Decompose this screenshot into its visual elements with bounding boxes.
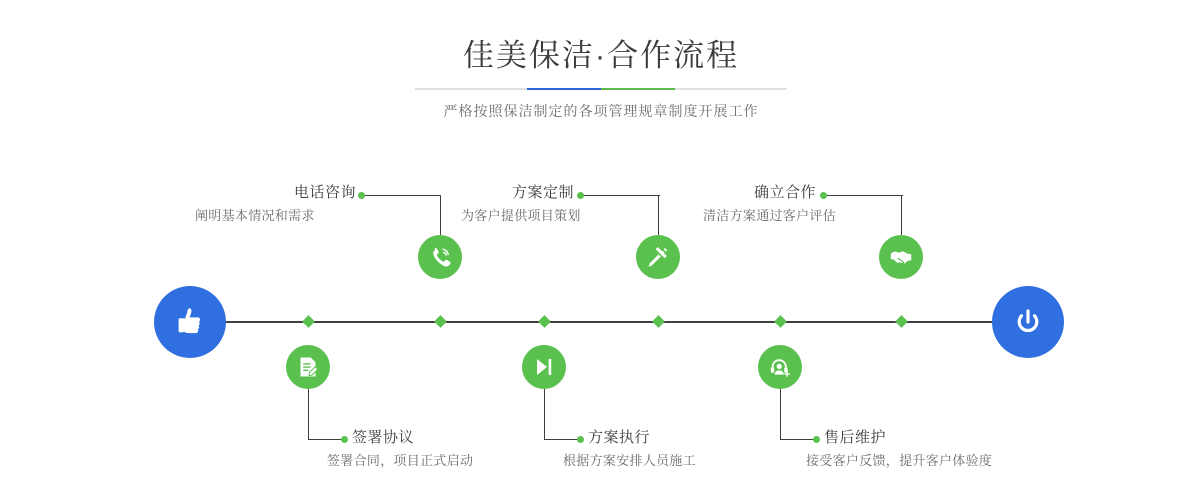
connector-dot-4 bbox=[577, 436, 584, 443]
step-desc-5: 清洁方案通过客户评估 bbox=[703, 208, 837, 223]
step-title-2: 签署协议 bbox=[352, 429, 415, 446]
step-label-2 bbox=[327, 428, 474, 471]
connector-dot-2 bbox=[341, 436, 348, 443]
connector-dot-3 bbox=[577, 192, 584, 199]
play-forward-icon bbox=[532, 355, 556, 379]
step-desc-4: 根据方案安排人员施工 bbox=[563, 453, 697, 468]
step-title-4: 方案执行 bbox=[588, 429, 651, 446]
connector-5-horizontal bbox=[825, 195, 903, 196]
thumbs-up-icon bbox=[172, 304, 208, 340]
phone-call-icon bbox=[428, 245, 452, 269]
connector-3-horizontal bbox=[582, 195, 660, 196]
document-edit-icon bbox=[296, 355, 320, 379]
connector-dot-6 bbox=[813, 436, 820, 443]
timeline-start-badge bbox=[154, 286, 226, 358]
axis-marker-4 bbox=[538, 315, 551, 328]
step-title-3: 方案定制 bbox=[511, 184, 574, 201]
step-desc-1: 阐明基本情况和需求 bbox=[195, 208, 315, 223]
step-label-1 bbox=[195, 183, 356, 226]
step-node-6[interactable] bbox=[758, 345, 802, 389]
step-desc-2: 签署合同，项目正式启动 bbox=[327, 453, 474, 468]
divider-segment-green bbox=[601, 88, 675, 90]
step-node-3[interactable] bbox=[636, 235, 680, 279]
page-subtitle: 严格按照保洁制定的各项管理规章制度开展工作 bbox=[443, 103, 759, 119]
connector-dot-5 bbox=[820, 192, 827, 199]
step-title-5: 确立合作 bbox=[753, 184, 816, 201]
connector-dot-1 bbox=[358, 192, 365, 199]
pen-ruler-icon bbox=[646, 245, 670, 269]
connector-5-vertical bbox=[901, 195, 902, 235]
step-node-1[interactable] bbox=[418, 235, 462, 279]
handshake-icon bbox=[889, 245, 913, 269]
step-label-6 bbox=[806, 428, 993, 471]
step-label-3 bbox=[461, 183, 581, 226]
page-title: 佳美保洁·合作流程 bbox=[462, 38, 740, 73]
connector-3-vertical bbox=[658, 195, 659, 235]
axis-marker-2 bbox=[302, 315, 315, 328]
step-desc-3: 为客户提供项目策划 bbox=[461, 208, 581, 223]
divider-segment-blue bbox=[527, 88, 601, 90]
axis-marker-1 bbox=[434, 315, 447, 328]
connector-1-horizontal bbox=[363, 195, 441, 196]
timeline-axis bbox=[155, 321, 1045, 323]
process-timeline bbox=[0, 150, 1202, 502]
step-node-5[interactable] bbox=[879, 235, 923, 279]
connector-2-vertical bbox=[308, 389, 309, 439]
connector-4-vertical bbox=[544, 389, 545, 439]
axis-marker-6 bbox=[774, 315, 787, 328]
axis-marker-5 bbox=[895, 315, 908, 328]
title-divider bbox=[415, 88, 787, 90]
headset-support-icon bbox=[768, 355, 792, 379]
connector-2-horizontal bbox=[308, 439, 344, 440]
step-title-1: 电话咨询 bbox=[293, 184, 356, 201]
step-desc-6: 接受客户反馈，提升客户体验度 bbox=[806, 453, 993, 468]
step-title-6: 售后维护 bbox=[824, 429, 887, 446]
power-icon bbox=[1010, 304, 1046, 340]
connector-1-vertical bbox=[440, 195, 441, 235]
step-node-2[interactable] bbox=[286, 345, 330, 389]
step-label-5 bbox=[703, 183, 837, 226]
connector-4-horizontal bbox=[544, 439, 580, 440]
connector-6-vertical bbox=[780, 389, 781, 439]
page-header bbox=[0, 34, 1202, 121]
connector-6-horizontal bbox=[780, 439, 816, 440]
step-label-4 bbox=[563, 428, 697, 471]
timeline-end-badge bbox=[992, 286, 1064, 358]
axis-marker-3 bbox=[652, 315, 665, 328]
step-node-4[interactable] bbox=[522, 345, 566, 389]
